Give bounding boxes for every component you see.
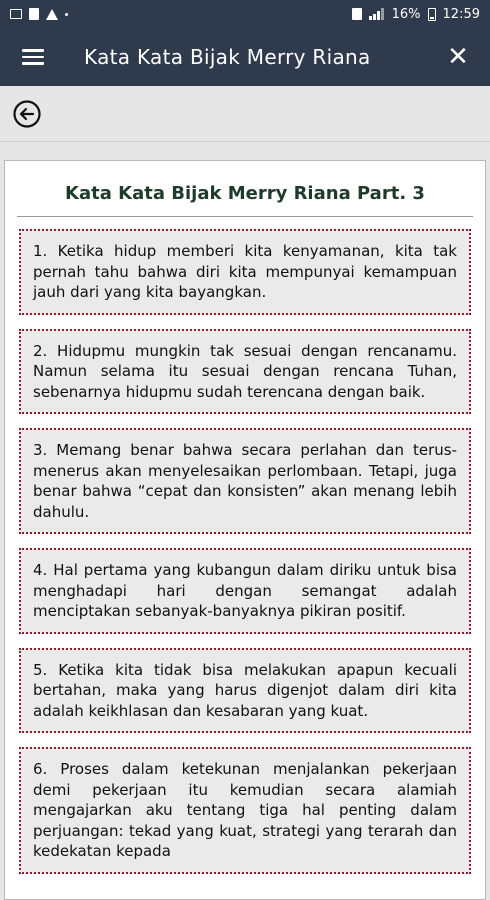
image-notification-icon — [10, 9, 22, 19]
article-title: Kata Kata Bijak Merry Riana Part. 3 — [65, 183, 425, 204]
quote-item: 4. Hal pertama yang kubangun dalam diriku untuk bisa menghadapi hari dengan semangat adalah menciptakan sebanyak-banyaknya pikiran positif. — [19, 548, 471, 634]
status-system — [352, 7, 480, 22]
menu-icon[interactable] — [12, 35, 56, 79]
quote-item: 3. Memang benar bahwa secara perlahan dan terus-menerus akan menyelesaikan perlombaan. Tetapi, juga benar bahwa “cepat dan konsisten” akan menang lebih dahulu. — [19, 428, 471, 534]
app-title: Kata Kata Bijak Merry Riana — [84, 45, 371, 69]
sim-icon — [352, 8, 362, 20]
quote-item: 5. Ketika kita tidak bisa melakukan apapun kecuali bertahan, maka yang harus digenjot dalam diri kita adalah keikhlasan dan kesabaran yang kuat. — [19, 648, 471, 734]
more-notifications-icon — [65, 13, 68, 16]
close-button[interactable]: ✕ — [447, 42, 469, 72]
quote-item: 2. Hidupmu mungkin tak sesuai dengan rencanamu. Namun selama itu sesuai dengan rencana Tuhan, sebenarnya hidupmu sudah terencana dengan baik. — [19, 329, 471, 415]
toolbar — [0, 86, 490, 142]
status-bar — [0, 0, 490, 28]
back-arrow-icon — [12, 99, 42, 129]
quote-item: 6. Proses dalam ketekunan menjalankan pekerjaan demi pekerjaan itu kemudian secara alamiah mengajarkan aku tentang tiga hal penting dalam perjuangan: tekad yang kuat, strategi yang terarah dan kedekatan kepada — [19, 747, 471, 874]
back-button[interactable] — [10, 97, 44, 131]
title-divider — [17, 216, 473, 217]
warning-notification-icon — [46, 9, 58, 20]
quote-item: 1. Ketika hidup memberi kita kenyamanan, kita tak pernah tahu bahwa diri kita mempunyai kemampuan jauh dari yang kita bayangkan. — [19, 229, 471, 315]
battery-icon — [428, 8, 436, 21]
battery-percent: 16% — [391, 6, 421, 22]
article-card — [4, 160, 486, 900]
status-notifications — [10, 8, 68, 20]
clock: 12:59 — [442, 6, 480, 22]
signal-icon — [369, 8, 385, 20]
document-notification-icon — [29, 8, 39, 20]
app-bar — [0, 28, 490, 86]
